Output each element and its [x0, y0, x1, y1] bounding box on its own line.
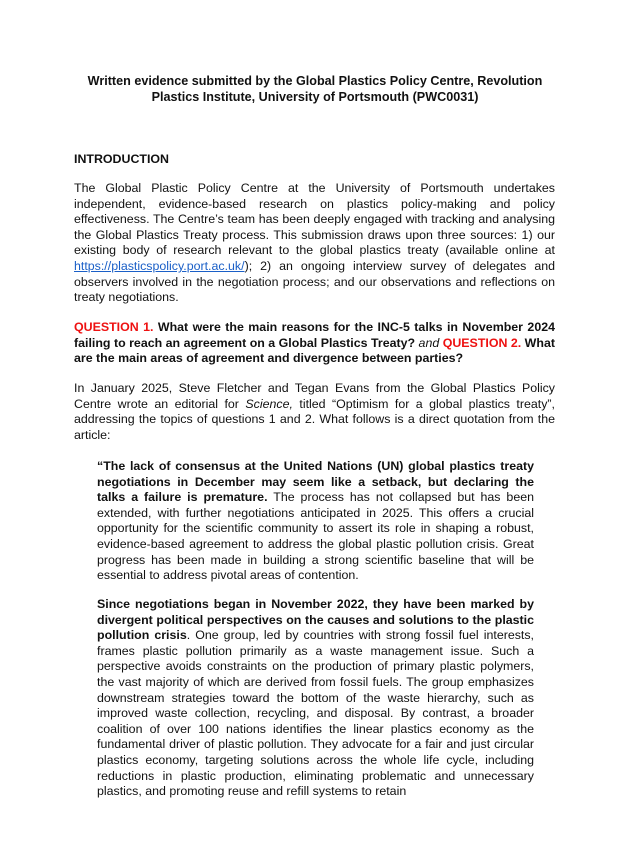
editorial-text-2: titled “Optimism for a global plastics treaty”, addressing the topics of questions 1 and 2. What follows is a direct quotation from the article: — [74, 396, 555, 442]
intro-text-1: The Global Plastic Policy Centre at the University of Portsmouth undertakes independent, evidence-based research on plastics policy-making and policy effectiveness. The Centre’s team has been deeply engaged with tracking and analysing the Global Plastics Treaty process. This submission draws upon three sources: 1) our existing body of research relevant to the global plastics treaty (available online at — [74, 181, 555, 258]
title-line-1: Written evidence submitted by the Global Plastics Policy Centre, Revolution — [87, 74, 543, 88]
title-line-2: Plastics Institute, University of Portsmouth (PWC0031) — [151, 90, 479, 104]
question-1-label: QUESTION 1. — [74, 320, 154, 334]
intro-text-2: ); 2) an ongoing interview survey of delegates and observers involved in the negotiation process; and our observations and reflections on treaty negotiations. — [74, 258, 555, 305]
introduction-paragraph — [74, 181, 555, 306]
editorial-journal: Science, — [245, 396, 293, 411]
question-2-text: What are the main areas of agreement and divergence between parties? — [74, 335, 555, 366]
quote-1-text: The process has not collapsed but has been extended, with further negotiations anticipated in 2025. This offers a crucial opportunity for the scientific community to assert its role in shaping a robust, evidence-based agreement to address the global plastic pollution crisis. Great progress has been made in building a strong scientific baseline that will be essential to address pivotal areas of contention. — [97, 490, 534, 583]
question-2-label: QUESTION 2. — [442, 335, 522, 350]
quote-1-bold: “The lack of consensus at the United Nations (UN) global plastics treaty negotiations in December may seem like a setback, but declaring the talks a failure is premature. — [97, 459, 534, 505]
plasticspolicy-link[interactable]: https://plasticspolicy.port.ac.uk/ — [74, 258, 245, 273]
document-title — [60, 73, 570, 105]
quote-2-bold: Since negotiations began in November 2022, they have been marked by divergent political perspectives on the causes and solutions to the plastic pollution crisis — [97, 597, 534, 643]
quotation-paragraph-1 — [97, 459, 534, 584]
question-connector: and — [418, 335, 440, 350]
quotation-paragraph-2 — [97, 597, 534, 800]
editorial-text-1: In January 2025, Steve Fletcher and Tegan Evans from the Global Plastics Policy Centre wrote an editorial for — [74, 381, 555, 411]
editorial-paragraph — [74, 381, 555, 443]
quote-2-text: . One group, led by countries with strong fossil fuel interests, frames plastic pollution primarily as a waste management issue. Such a perspective avoids constraints on the production of primary plastic polymers, the vast majority of which are derived from fossil fuels. The group emphasizes downstream strategies toward the bottom of the waste hierarchy, such as improved waste collection, recycling, and disposal. By contrast, a broader coalition of over 100 nations identifies the linear plastics economy as the fundamental driver of plastic pollution. They advocate for a fair and just circular plastics economy, targeting solutions across the whole life cycle, including reductions in plastic production, eliminating problematic and unnecessary plastics, and promoting reuse and refill systems to retain — [97, 628, 534, 799]
question-1-text: What were the main reasons for the INC-5 talks in November 2024 failing to reach an agreement on a Global Plastics Treaty? — [74, 320, 555, 350]
questions-paragraph — [74, 320, 555, 367]
introduction-heading: INTRODUCTION — [74, 152, 169, 166]
